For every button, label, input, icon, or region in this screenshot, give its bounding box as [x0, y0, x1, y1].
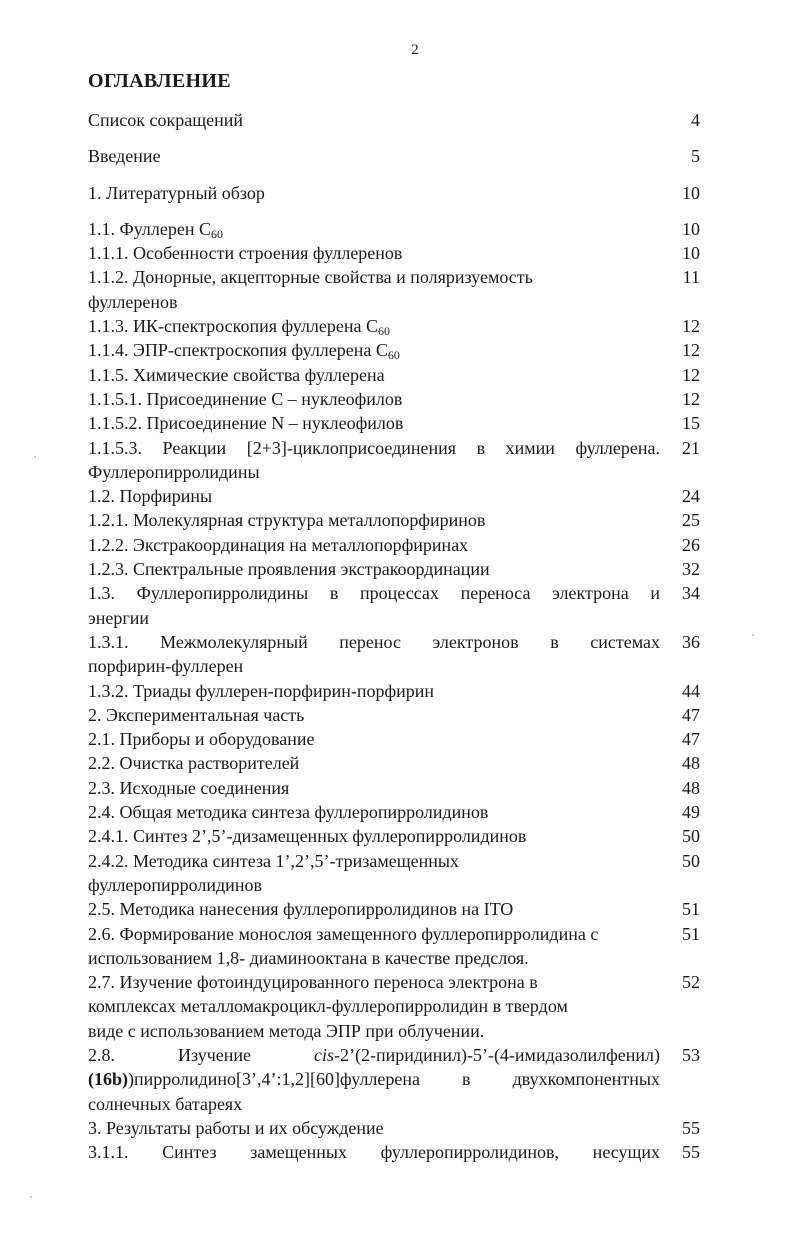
toc-entry-page: 12 — [682, 340, 700, 361]
toc-entry-page: 12 — [682, 316, 700, 337]
toc-entry-title: 2.4. Общая методика синтеза фуллеропирролидинов — [88, 802, 489, 823]
page-number: 2 — [411, 42, 419, 58]
toc-entry-page: 26 — [682, 534, 700, 555]
toc-entry-page: 53 — [682, 1044, 700, 1065]
toc-entry-page: 34 — [682, 583, 700, 604]
toc-entry — [88, 181, 700, 205]
toc-entry-page: 10 — [682, 182, 700, 203]
toc-entry-title: 3. Результаты работы и их обсуждение — [88, 1117, 384, 1138]
toc-entry-page: 44 — [682, 680, 700, 701]
toc-entry-title: 1.3.2. Триады фуллерен-порфирин-порфирин — [88, 680, 435, 701]
toc-entry — [88, 679, 700, 703]
toc-entry — [88, 436, 700, 485]
toc-entry-page: 51 — [682, 923, 700, 944]
toc-entry-page: 10 — [682, 243, 700, 264]
toc-entry-title: 2. Экспериментальная часть — [88, 704, 305, 725]
scan-speck — [34, 456, 36, 458]
toc-entry-title: 1.3. Фуллеропирролидины в процессах переноса электрона и энергии — [88, 583, 660, 628]
toc-entry-title: 1.1.5. Химические свойства фуллерена — [88, 364, 385, 385]
toc-entry-page: 15 — [682, 413, 700, 434]
toc-entry-title: 2.1. Приборы и оборудование — [88, 729, 315, 750]
toc-entry — [88, 265, 700, 314]
toc-entry — [88, 1116, 700, 1140]
toc-entry — [88, 241, 700, 265]
toc-entry-title: 1.1.3. ИК-спектроскопия фуллерена $С_{60}$ — [88, 316, 391, 339]
toc-entry — [88, 922, 700, 971]
toc-entry — [88, 557, 700, 581]
toc-entry-page: 51 — [682, 899, 700, 920]
toc-entry — [88, 970, 700, 1043]
toc-entry-page: 25 — [682, 510, 700, 531]
toc-entry-page: 24 — [682, 486, 700, 507]
toc-entry — [88, 727, 700, 751]
toc-entry — [88, 1140, 700, 1164]
toc-entry-title: 1.1.1. Особенности строения фуллеренов — [88, 243, 403, 264]
toc-entry-page: 52 — [682, 972, 700, 993]
toc-entry-title: 1.2.2. Экстракоординация на металлопорфиринах — [88, 534, 469, 555]
scan-speck — [30, 1196, 32, 1198]
toc-entry-title: 1. Литературный обзор — [88, 182, 265, 203]
toc-entry-page: 36 — [682, 631, 700, 652]
toc-entry-title: 2.5. Методика нанесения фуллеропирролидинов на ITO — [88, 899, 514, 920]
toc-entry — [88, 484, 700, 508]
toc-entry-title: 1.1. Фуллерен $С_{60}$ — [88, 218, 224, 241]
toc-title: ОГЛАВЛЕНИЕ — [88, 70, 231, 92]
toc-entry-page: 49 — [682, 802, 700, 823]
toc-entry-page: 50 — [682, 850, 700, 871]
toc-entry — [88, 144, 700, 168]
toc-entry — [88, 314, 700, 338]
toc-entry — [88, 338, 700, 362]
toc-entry-page: 48 — [682, 777, 700, 798]
toc-entry — [88, 800, 700, 824]
toc-entry-title: 3.1.1. Синтез замещенных фуллеропирролидинов, несущих — [88, 1142, 660, 1163]
toc-entry-page: 55 — [682, 1142, 700, 1163]
toc-entry — [88, 849, 700, 898]
toc-entry — [88, 776, 700, 800]
toc-entry-title: 1.1.4. ЭПР-спектроскопия фуллерена $С_{60}$ — [88, 340, 400, 363]
toc-entry — [88, 533, 700, 557]
toc-entry-page: 11 — [682, 267, 700, 288]
toc-entry-page: 5 — [691, 146, 700, 167]
toc-entry — [88, 363, 700, 387]
toc-entry-page: 55 — [682, 1117, 700, 1138]
toc-entry-page: 48 — [682, 753, 700, 774]
subscript: 60 — [211, 226, 224, 241]
toc-entry — [88, 703, 700, 727]
toc-entry-title: 1.1.5.2. Присоединение N – нуклеофилов — [88, 413, 404, 434]
subscript: 60 — [378, 324, 391, 339]
toc-entry-title: 1.1.5.3. Реакции [2+3]-циклоприсоединения в химии фуллерена. Фуллеропирролидины — [88, 437, 660, 482]
toc-entry — [88, 581, 700, 630]
toc-entry — [88, 630, 700, 679]
toc-entry-page: 21 — [682, 437, 700, 458]
toc-entry-title: 2.4.2. Методика синтеза 1’,2’,5’-тризамещенных фуллеропирролидинов — [88, 850, 459, 895]
subscript: 60 — [387, 348, 400, 363]
toc-entry-title: 2.6. Формирование монослоя замещенного фуллеропирролидина с использованием 1,8- диаминооктана в качестве предслоя. — [88, 923, 599, 968]
toc-entry — [88, 108, 700, 132]
toc-entry-title: 2.2. Очистка растворителей — [88, 753, 300, 774]
toc-entry-title: 2.7. Изучение фотоиндуцированного переноса электрона в комплексах металломакроцикл-фуллеропирролидин в твердом виде с использованием метода ЭПР при облучении. — [88, 972, 568, 1041]
toc-entry-title: 1.1.2. Донорные, акцепторные свойства и поляризуемость фуллеренов — [88, 267, 533, 312]
toc-entry-title: 1.2.1. Молекулярная структура металлопорфиринов — [88, 510, 486, 531]
scan-speck — [752, 634, 754, 636]
toc-entry-page: 12 — [682, 364, 700, 385]
toc-entry — [88, 387, 700, 411]
toc-entry — [88, 897, 700, 921]
table-of-contents — [88, 108, 700, 1164]
toc-entry — [88, 1043, 700, 1116]
toc-entry-title: 1.3.1. Межмолекулярный перенос электронов в системах порфирин-фуллерен — [88, 631, 660, 677]
toc-entry-page: 12 — [682, 388, 700, 409]
toc-entry-page: 47 — [682, 729, 700, 750]
toc-entry-title: 2.8. Изучение cis-2’(2-пиридинил)-5’-(4-имидазолилфенил) (16b))пирролидино[3’,4’:1,2][60]фуллерена в двухкомпонентных солнечных батареях — [88, 1044, 660, 1114]
toc-entry-page: 4 — [691, 110, 700, 130]
toc-entry — [88, 411, 700, 435]
toc-entry-page: 10 — [682, 218, 700, 239]
toc-entry-title: 1.2. Порфирины — [88, 486, 213, 507]
toc-entry — [88, 751, 700, 775]
toc-entry-title: Введение — [88, 146, 161, 167]
toc-entry-page: 32 — [682, 559, 700, 580]
toc-entry-title: 1.2.3. Спектральные проявления экстракоординации — [88, 559, 490, 580]
toc-entry-page: 50 — [682, 826, 700, 847]
toc-entry-title: 2.4.1. Синтез 2’,5’-дизамещенных фуллеропирролидинов — [88, 826, 527, 847]
toc-entry — [88, 824, 700, 848]
toc-entry — [88, 508, 700, 532]
toc-entry-title: 1.1.5.1. Присоединение С – нуклеофилов — [88, 388, 403, 409]
toc-entry-title: Список сокращений — [88, 110, 243, 130]
toc-entry — [88, 217, 700, 241]
toc-entry-title: 2.3. Исходные соединения — [88, 777, 290, 798]
toc-entry-page: 47 — [682, 704, 700, 725]
